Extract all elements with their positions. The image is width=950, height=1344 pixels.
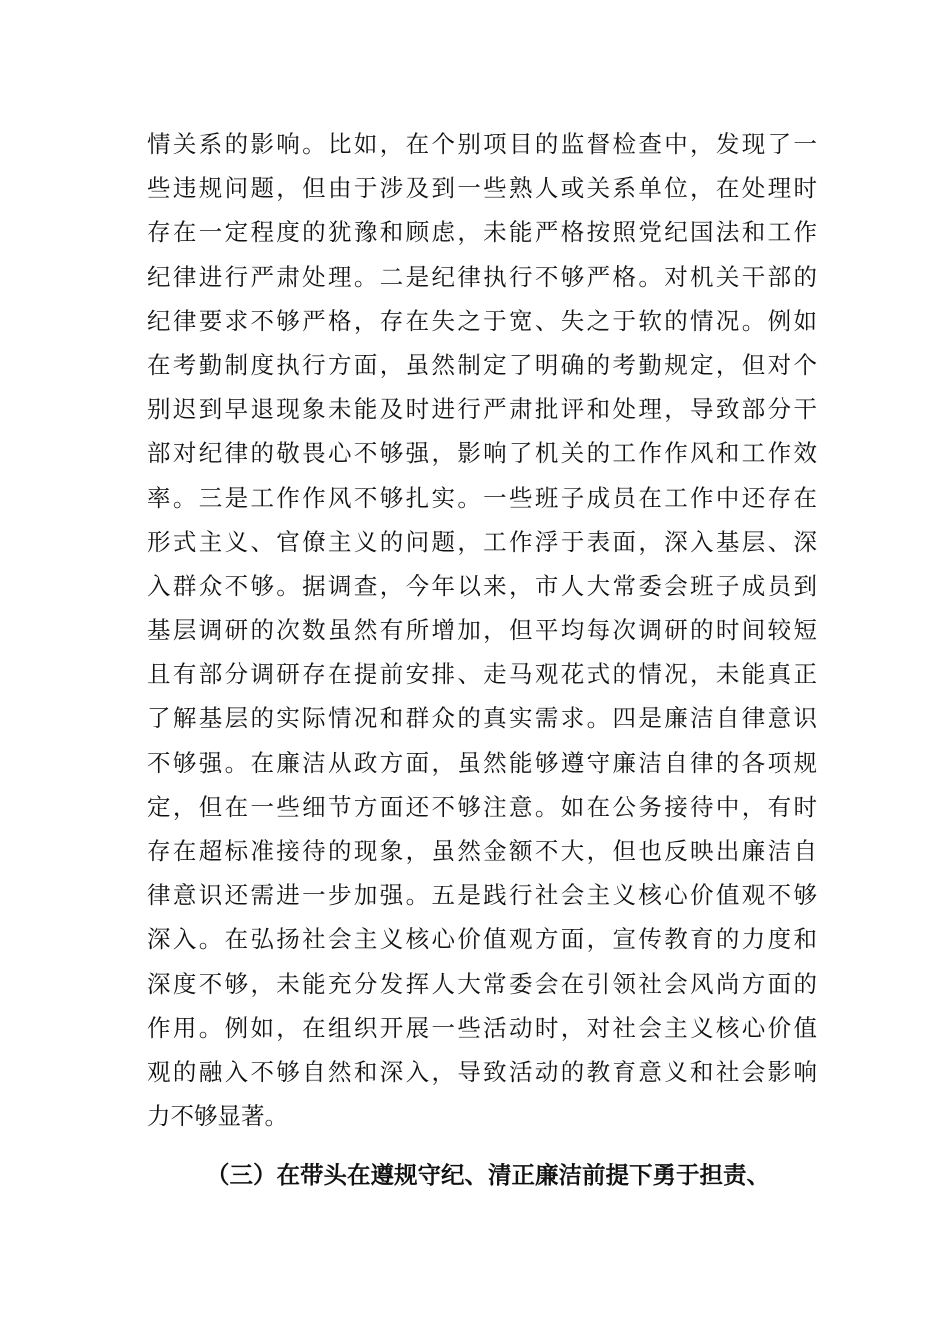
paragraph-line: 情关系的影响。比如，在个别项目的监督检查中，发现了一 <box>147 130 817 158</box>
paragraph-line: 纪律要求不够严格，存在失之于宽、失之于软的情况。例如 <box>147 306 817 335</box>
paragraph-line: 不够强。在廉洁从政方面，虽然能够遵守廉洁自律的各项规 <box>147 748 817 777</box>
paragraph-line: 力不够显著。 <box>147 1102 288 1131</box>
paragraph-line: 存在一定程度的犹豫和顾虑，未能严格按照党纪国法和工作 <box>147 218 817 247</box>
paragraph-line: 率。三是工作作风不够扎实。一些班子成员在工作中还存在 <box>147 483 817 512</box>
paragraph-line: 形式主义、官僚主义的问题，工作浮于表面，深入基层、深 <box>147 527 817 556</box>
paragraph-line: 入群众不够。据调查，今年以来，市人大常委会班子成员到 <box>147 571 817 600</box>
paragraph-line: 且有部分调研存在提前安排、走马观花式的情况，未能真正 <box>147 660 817 689</box>
paragraph-line: 些违规问题，但由于涉及到一些熟人或关系单位，在处理时 <box>147 174 817 203</box>
paragraph-line: 存在超标准接待的现象，虽然金额不大，但也反映出廉洁自 <box>147 837 817 865</box>
paragraph-line: 律意识还需进一步加强。五是践行社会主义核心价值观不够 <box>147 881 817 910</box>
paragraph-line: 观的融入不够自然和深入，导致活动的教育意义和社会影响 <box>147 1057 817 1086</box>
paragraph-line: 部对纪律的敬畏心不够强，影响了机关的工作作风和工作效 <box>147 439 817 468</box>
paragraph-line: 基层调研的次数虽然有所增加，但平均每次调研的时间较短 <box>147 616 817 645</box>
paragraph-line: 作用。例如，在组织开展一些活动时，对社会主义核心价值 <box>147 1013 817 1042</box>
paragraph-line: 在考勤制度执行方面，虽然制定了明确的考勤规定，但对个 <box>147 350 817 379</box>
paragraph-line: 定，但在一些细节方面还不够注意。如在公务接待中，有时 <box>147 792 817 821</box>
body-paragraph <box>147 122 817 1138</box>
paragraph-line: 深度不够，未能充分发挥人大常委会在引领社会风尚方面的 <box>147 969 817 998</box>
paragraph-line: 纪律进行严肃处理。二是纪律执行不够严格。对机关干部的 <box>147 262 817 291</box>
paragraph-line: 了解基层的实际情况和群众的真实需求。四是廉洁自律意识 <box>147 704 817 733</box>
paragraph-line: 别迟到早退现象未能及时进行严肃批评和处理，导致部分干 <box>147 395 817 424</box>
section-subheading: （三）在带头在遵规守纪、清正廉洁前提下勇于担责、 <box>206 1161 770 1189</box>
paragraph-line: 深入。在弘扬社会主义核心价值观方面，宣传教育的力度和 <box>147 925 817 954</box>
